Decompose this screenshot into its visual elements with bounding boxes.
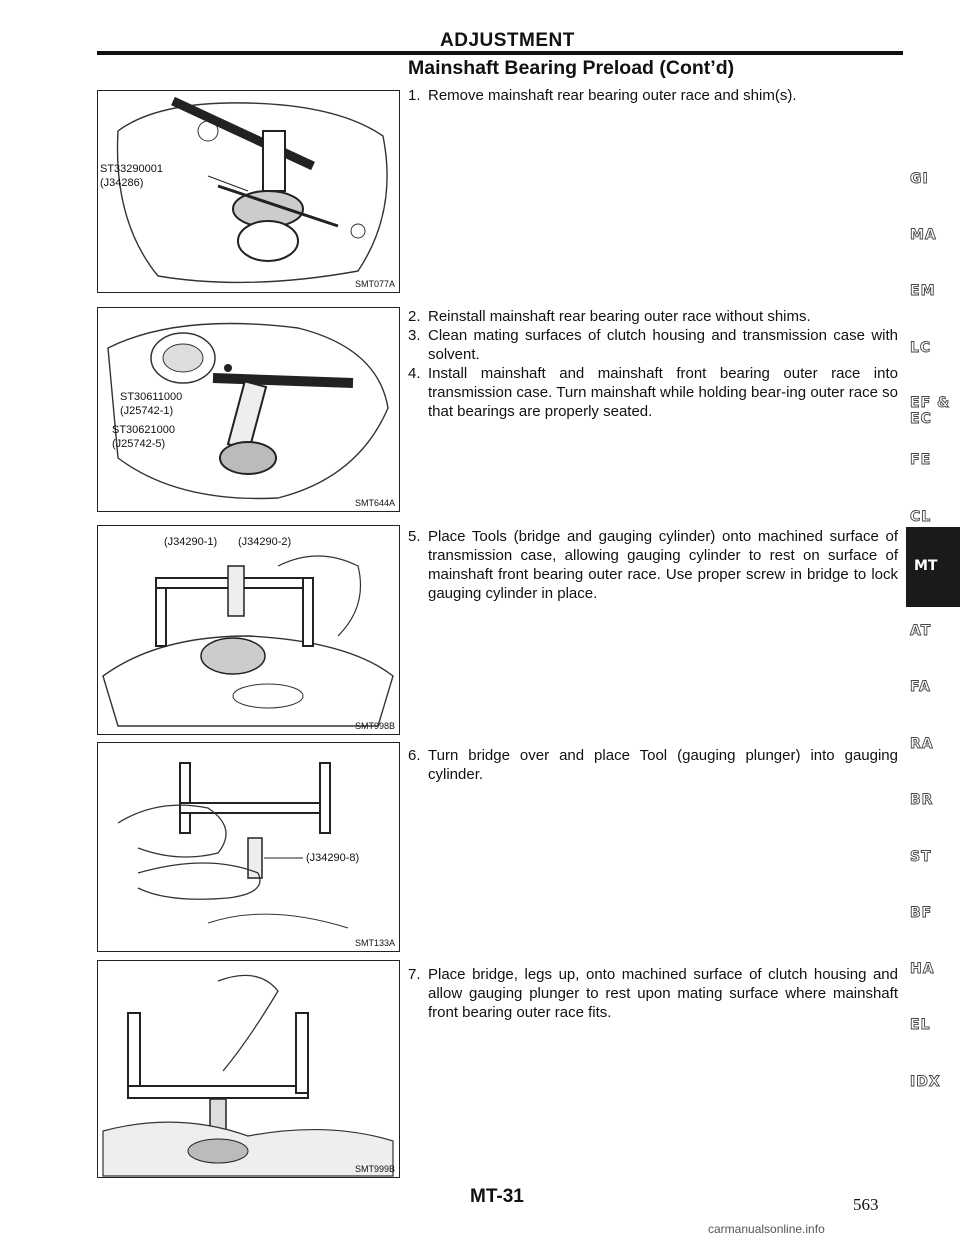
- figure-2: [97, 307, 400, 512]
- figure-4-label-1: (J34290-8): [306, 852, 360, 864]
- step-7-number: 7.: [408, 966, 421, 983]
- figure-3-code: SMT998B: [354, 721, 395, 731]
- side-tab-cl[interactable]: CL: [910, 509, 932, 525]
- step-2-number: 2.: [408, 308, 421, 325]
- page-number: 563: [853, 1195, 879, 1214]
- side-tab-ma[interactable]: MA: [910, 227, 937, 243]
- step-6-number: 6.: [408, 747, 421, 764]
- step-3-number: 3.: [408, 327, 421, 344]
- step-7-text: Place bridge, legs up, onto machined surface of clutch housing and allow gauging plunger to rest upon mating surface where mainshaft front bearing outer race fits.: [428, 966, 898, 1021]
- side-tab-ef[interactable]: EF &: [910, 395, 951, 411]
- side-tab-bf[interactable]: BF: [910, 905, 933, 921]
- figure-5-code: SMT999B: [354, 1164, 395, 1174]
- figure-1-code: SMT077A: [354, 279, 395, 289]
- step-3-text: Clean mating surfaces of clutch housing and transmission case with solvent.: [428, 327, 898, 363]
- figure-3-illustration: [98, 526, 400, 735]
- side-tab-gi[interactable]: GI: [910, 171, 929, 187]
- figure-5-illustration: [98, 961, 400, 1178]
- side-tab-mt-label: MT: [914, 558, 938, 574]
- side-tab-st[interactable]: ST: [910, 849, 932, 865]
- side-tab-fe[interactable]: FE: [910, 452, 932, 468]
- figure-1-label-1: ST33290001: [100, 163, 163, 175]
- side-tab-em[interactable]: EM: [910, 283, 936, 299]
- step-5-text: Place Tools (bridge and gauging cylinder) onto machined surface of transmission case, allowing gauging cylinder to rest on surface of mainshaft front bearing outer race. Use proper screw in bridge to lock gauging cylinder in place.: [428, 528, 898, 602]
- figure-1-label-2: (J34286): [100, 177, 144, 189]
- page-title: Mainshaft Bearing Preload (Cont’d): [408, 57, 735, 79]
- side-tab-fa[interactable]: FA: [910, 679, 931, 695]
- figure-4-illustration: [98, 743, 400, 952]
- side-tab-ra[interactable]: RA: [910, 736, 934, 752]
- figure-1-illustration: [98, 91, 400, 293]
- step-4-number: 4.: [408, 365, 421, 382]
- side-tab-ha[interactable]: HA: [910, 961, 935, 977]
- figure-3-label-2: (J34290-2): [238, 536, 292, 548]
- figure-2-label-3: ST30621000: [112, 424, 175, 436]
- side-tab-lc[interactable]: LC: [910, 340, 932, 356]
- page-code: MT-31: [470, 1186, 524, 1207]
- figure-2-label-1: ST30611000: [120, 391, 183, 403]
- figure-2-code: SMT644A: [354, 498, 395, 508]
- side-tab-br[interactable]: BR: [910, 792, 934, 808]
- figure-2-label-2: (J25742-1): [120, 405, 174, 417]
- side-tab-mt[interactable]: [906, 527, 960, 607]
- step-1-text: Remove mainshaft rear bearing outer race and shim(s).: [428, 87, 797, 104]
- figure-4: [97, 742, 400, 952]
- side-tab-at[interactable]: AT: [910, 623, 932, 639]
- side-tab-el[interactable]: EL: [910, 1017, 931, 1033]
- figure-3-label-1: (J34290-1): [164, 536, 218, 548]
- figure-2-label-4: (J25742-5): [112, 438, 166, 450]
- figure-3: [97, 525, 400, 735]
- section-title: ADJUSTMENT: [440, 30, 575, 51]
- side-tab-idx[interactable]: IDX: [910, 1074, 941, 1090]
- header-rule: [97, 51, 903, 55]
- step-2-text: Reinstall mainshaft rear bearing outer race without shims.: [428, 308, 811, 325]
- step-4-text: Install mainshaft and mainshaft front bearing outer race into transmission case. Turn mainshaft while holding bear-ing outer race so that bearings are properly seated.: [428, 365, 898, 420]
- watermark[interactable]: carmanualsonline.info: [708, 1222, 825, 1236]
- figure-1: [97, 90, 400, 293]
- step-5-number: 5.: [408, 528, 421, 545]
- step-6-text: Turn bridge over and place Tool (gauging plunger) into gauging cylinder.: [428, 747, 898, 783]
- figure-4-code: SMT133A: [354, 938, 395, 948]
- figure-5: [97, 960, 400, 1178]
- step-1-number: 1.: [408, 87, 421, 104]
- side-tab-ec[interactable]: EC: [910, 411, 932, 427]
